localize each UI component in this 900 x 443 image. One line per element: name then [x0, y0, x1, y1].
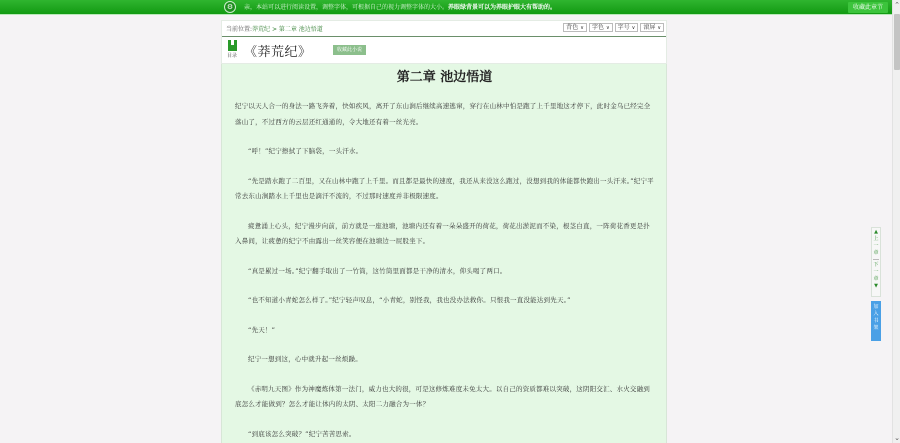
- chevron-down-icon: ∨: [580, 25, 584, 31]
- reading-settings: [563, 23, 664, 32]
- divider: [873, 259, 879, 260]
- font-size-select[interactable]: [615, 23, 639, 32]
- prev-chapter-button[interactable]: 上一章: [873, 236, 879, 256]
- next-chapter-button[interactable]: 下一章: [873, 262, 879, 282]
- select-label: 字号: [617, 24, 630, 31]
- select-label: 字色: [591, 24, 604, 31]
- tip-message-bold: 养眼绿背景可以为养眼护眼大有帮助的。: [448, 4, 557, 11]
- chevron-down-icon: ∨: [605, 25, 610, 31]
- add-to-bookshelf-button[interactable]: [871, 301, 881, 341]
- scroll-up-arrow-icon[interactable]: ⌃: [894, 1, 900, 9]
- chapter-side-nav: [871, 227, 881, 297]
- chevron-down-icon: ∨: [657, 25, 661, 31]
- triangle-down-icon: ▼: [874, 283, 878, 289]
- bookmark-chapter-button[interactable]: 收藏此章节: [848, 2, 888, 13]
- paragraph: 纪宁以天人合一的身法一路飞奔着，快如疾风，离开了东山涧后继续高速逃窜，穿行在山林中怕是跑了上千里地这才停下，此时金乌已经完全落山了，不过西方的云层还红通通的，令大地还有着一丝光亮。: [235, 102, 651, 126]
- top-notice-bar: [0, 0, 892, 15]
- book-title[interactable]: 《莽荒纪》: [244, 45, 312, 60]
- tip-message: 亲，本站可以进行阅读设置，调整字体，可根据自己的视力调整字体的大小。: [244, 4, 449, 11]
- add-bookshelf-label: 加入书架: [873, 304, 879, 331]
- background-color-select[interactable]: [563, 23, 587, 32]
- triangle-up-icon: ▲: [874, 229, 878, 235]
- paragraph: “呼！”纪宁擦拭了下脑袋，一头汗水。: [248, 147, 363, 155]
- header-divider: [222, 36, 666, 37]
- tip-text: [244, 0, 556, 15]
- scroll-down-arrow-icon[interactable]: ⌄: [894, 434, 900, 442]
- breadcrumb-label: 当前位置:: [226, 26, 253, 33]
- paragraph: “先天！”: [248, 325, 276, 334]
- paragraph: 纪宁一想到这，心中就升起一丝烦躁。: [248, 355, 362, 363]
- breadcrumb-chapter-link[interactable]: 第二章 池边悟道: [278, 26, 323, 33]
- paragraph: “先是踏水跑了二百里，又在山林中跑了上千里。而且都是最快的速度，我还从来没这么跑过，没想到我的体能都快跑出一头汗来。”纪宁平常去东山涧踏水上千里也是滴汗不流的，不过那时速度并非极限速度。: [235, 176, 654, 200]
- select-label: 滚屏: [643, 24, 656, 31]
- collect-novel-button[interactable]: 收藏此小说: [333, 45, 366, 55]
- reader-header: [221, 20, 667, 64]
- catalog-book-icon: [228, 40, 237, 51]
- breadcrumb-book-link[interactable]: 莽荒纪: [252, 26, 271, 33]
- paragraph: “也不知道小青蛇怎么样了。”纪宁轻声叹息，“小青蛇，别怪我，我也没办法救你。只恨我一直没能达到先天。”: [248, 296, 571, 304]
- scrollbar-thumb[interactable]: [894, 14, 900, 70]
- font-color-select[interactable]: [589, 23, 613, 32]
- chapter-title: 第二章 池边悟道: [396, 70, 493, 85]
- paragraph: “到底该怎么突破？”纪宁苦苦思索。: [248, 429, 356, 438]
- breadcrumb: [226, 24, 323, 33]
- catalog-button[interactable]: [226, 40, 238, 59]
- paragraph: 疲惫涌上心头，纪宁漫步向前，前方就是一座池塘，池塘内还有着一朵朵盛开的荷花，荷花出淤泥而不染，根茎白直，一阵荷花香更是扑入鼻间，让疲惫的纪宁不由露出一丝笑容便在池塘边一屁股坐下。: [235, 221, 650, 245]
- settings-tip-icon: ⚙: [224, 1, 236, 13]
- breadcrumb-separator: >: [270, 26, 279, 33]
- auto-scroll-select[interactable]: [640, 23, 664, 32]
- select-label: 背色: [566, 24, 579, 31]
- paragraph: “真是累过一场。”纪宁翻手取出了一竹筒，这竹筒里面都是干净的清水，仰头喝了两口。: [248, 266, 507, 275]
- page-scrollbar[interactable]: [892, 0, 900, 443]
- catalog-label: 目录: [226, 53, 237, 59]
- chevron-down-icon: ∨: [631, 25, 636, 31]
- paragraph: 《赤明九天图》作为神魔炼体第一法门，威力也大的很，可是这修炼难度未免太大。以自己的资质都难以突破，这阴阳交汇、水火交融到底怎么才能做到？怎么才能让体内的太阴、太阳二力融合为一体？: [235, 384, 650, 408]
- chapter-content: [221, 64, 667, 443]
